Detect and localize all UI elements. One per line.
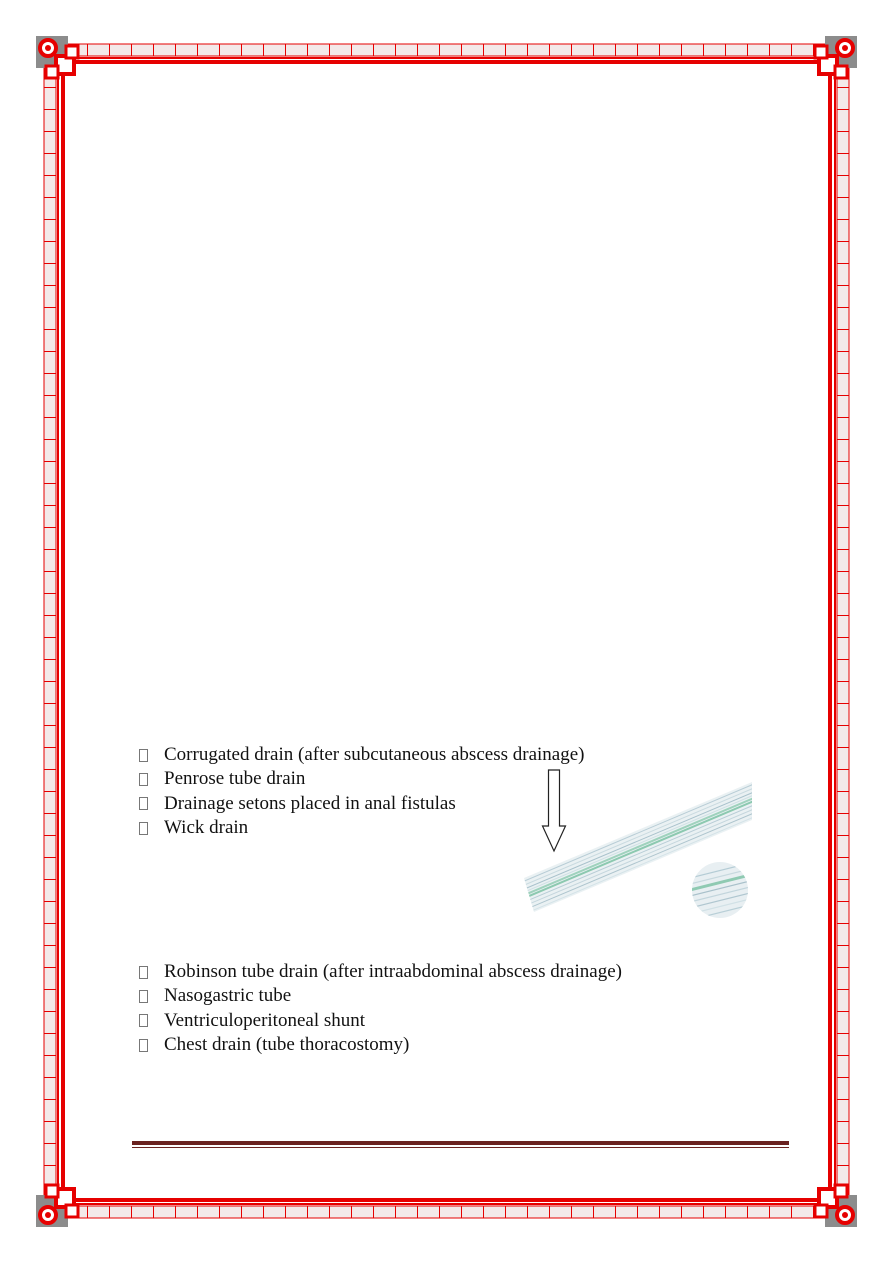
list-item — [136, 1033, 622, 1057]
list-item-label: Chest drain (tube thoracostomy) — [164, 1034, 410, 1056]
checkbox-bullet-icon — [139, 749, 148, 762]
list-item — [136, 792, 584, 816]
list-item — [136, 743, 584, 767]
list-item-label: Drainage setons placed in anal fistulas — [164, 792, 456, 814]
border-corner-bottom-left — [36, 1185, 78, 1227]
list-item-label: Ventriculoperitoneal shunt — [164, 1009, 366, 1031]
list-item — [136, 984, 622, 1008]
list-item-label: Nasogastric tube — [164, 985, 292, 1007]
border-corner-top-left — [36, 36, 78, 78]
border-corner-bottom-right — [815, 1185, 857, 1227]
footer-divider-thick — [132, 1141, 789, 1145]
checkbox-bullet-icon — [139, 822, 148, 835]
list-item-label: Corrugated drain (after subcutaneous abscess drainage) — [164, 744, 585, 766]
checkbox-bullet-icon — [139, 773, 148, 786]
list-item — [136, 1009, 622, 1033]
list-item — [136, 767, 584, 791]
drain-list-passive — [136, 743, 584, 840]
drain-list-active — [136, 960, 622, 1057]
checkbox-bullet-icon — [139, 1039, 148, 1052]
checkbox-bullet-icon — [139, 797, 148, 810]
footer-divider — [132, 1141, 789, 1148]
checkbox-bullet-icon — [139, 1014, 148, 1027]
list-item-label: Penrose tube drain — [164, 768, 306, 790]
list-item — [136, 960, 622, 984]
footer-divider-thin — [132, 1147, 789, 1148]
corrugated-drain-image — [522, 780, 754, 924]
checkbox-bullet-icon — [139, 990, 148, 1003]
border-corner-top-right — [815, 36, 857, 78]
list-item — [136, 816, 584, 840]
list-item-label: Wick drain — [164, 817, 249, 839]
checkbox-bullet-icon — [139, 966, 148, 979]
list-item-label: Robinson tube drain (after intraabdominal abscess drainage) — [164, 961, 622, 983]
